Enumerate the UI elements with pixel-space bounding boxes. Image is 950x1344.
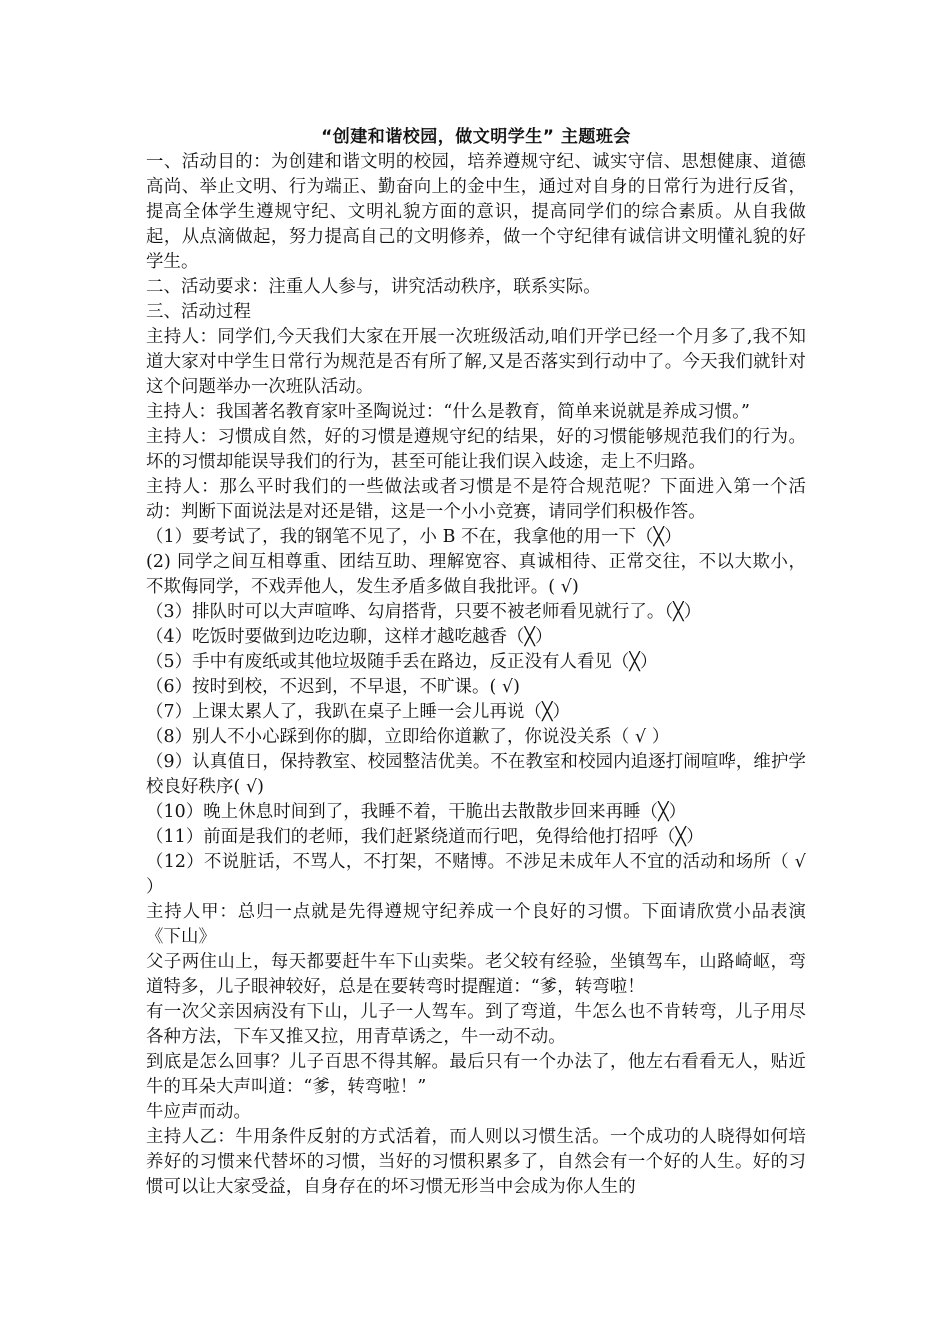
quiz-item-6: （6）按时到校，不迟到，不早退，不旷课。( √) — [146, 677, 521, 697]
paragraph-host-quote: 主持人：我国著名教育家叶圣陶说过：“什么是教育，简单来说就是养成习惯。” — [146, 402, 750, 422]
paragraph-activity-purpose: 一、活动目的：为创建和谐文明的校园，培养遵规守纪、诚实守信、思想健康、道德高尚、举止文明、行为端正、勤奋向上的金中生，通过对自身的日常行为进行反省，提高全体学生遵规守纪、文明礼貌方面的意识，提高同学们的综合素质。从自我做起，从点滴做起，努力提高自己的文明修养，做一个守纪律有诚信讲文明懂礼貌的好学生。 — [146, 152, 806, 272]
paragraph-activity-process-heading: 三、活动过程 — [146, 302, 251, 322]
document-title: “创建和谐校园，做文明学生” 主题班会 — [321, 127, 631, 147]
quiz-item-8: （8）别人不小心踩到你的脚，立即给你道歉了，你说没关系（ √ ） — [146, 727, 670, 747]
paragraph-host-a-skit: 主持人甲：总归一点就是先得遵规守纪养成一个良好的习惯。下面请欣赏小品表演《下山》 — [146, 902, 806, 947]
quiz-item-9: （9）认真值日，保持教室、校园整洁优美。不在教室和校园内追逐打闹喧哗，维护学校良好秩序( √) — [146, 752, 806, 797]
quiz-item-12: （12）不说脏话，不骂人，不打架，不赌博。不涉足未成年人不宜的活动和场所（ √ ） — [146, 852, 806, 897]
paragraph-host-b: 主持人乙：牛用条件反射的方式活着，而人则以习惯生活。一个成功的人晓得如何培养好的习惯来代替坏的习惯，当好的习惯积累多了，自然会有一个好的人生。好的习惯可以让大家受益，自身存在的坏习惯无形当中会成为你人生的 — [146, 1127, 806, 1197]
quiz-item-11: （11）前面是我们的老师，我们赶紧绕道而行吧，免得给他打招呼（╳） — [146, 827, 704, 847]
paragraph-host-intro: 主持人：同学们,今天我们大家在开展一次班级活动,咱们开学已经一个月多了,我不知道大家对中学生日常行为规范是否有所了解,又是否落实到行动中了。今天我们就针对这个问题举办一次班队活动。 — [146, 327, 806, 397]
quiz-item-7: （7）上课太累人了，我趴在桌子上睡一会儿再说（╳） — [146, 702, 571, 722]
paragraph-story-3: 到底是怎么回事？儿子百思不得其解。最后只有一个办法了，他左右看看无人，贴近牛的耳朵大声叫道：“爹，转弯啦！” — [146, 1052, 806, 1097]
document-body — [146, 150, 806, 1200]
quiz-item-1: （1）要考试了，我的钢笔不见了，小 B 不在，我拿他的用一下（╳） — [146, 527, 682, 547]
paragraph-host-quiz-intro: 主持人：那么平时我们的一些做法或者习惯是不是符合规范呢？下面进入第一个活动：判断下面说法是对还是错，这是一个小小竞赛，请同学们积极作答。 — [146, 477, 806, 522]
paragraph-story-4: 牛应声而动。 — [146, 1102, 251, 1122]
paragraph-host-habit: 主持人：习惯成自然，好的习惯是遵规守纪的结果，好的习惯能够规范我们的行为。坏的习惯却能误导我们的行为，甚至可能让我们误入歧途，走上不归路。 — [146, 427, 806, 472]
quiz-item-4: （4）吃饭时要做到边吃边聊，这样才越吃越香（╳） — [146, 627, 553, 647]
quiz-item-3: （3）排队时可以大声喧哗、勾肩搭背，只要不被老师看见就行了。（╳） — [146, 602, 702, 622]
quiz-item-2: (2) 同学之间互相尊重、团结互助、理解宽容、真诚相待、正常交往，不以大欺小，不欺侮同学，不戏弄他人，发生矛盾多做自我批评。( √) — [146, 552, 806, 597]
paragraph-story-2: 有一次父亲因病没有下山，儿子一人驾车。到了弯道，牛怎么也不肯转弯，儿子用尽各种方法，下车又推又拉，用青草诱之，牛一动不动。 — [146, 1002, 806, 1047]
paragraph-story-1: 父子两住山上，每天都要赶牛车下山卖柴。老父较有经验，坐镇驾车，山路崎岖，弯道特多，儿子眼神较好，总是在要转弯时提醒道：“爹，转弯啦！ — [146, 952, 806, 997]
quiz-item-10: （10）晚上休息时间到了，我睡不着，干脆出去散散步回来再睡（╳） — [146, 802, 687, 822]
paragraph-activity-requirements: 二、活动要求：注重人人参与，讲究活动秩序，联系实际。 — [146, 277, 601, 297]
quiz-item-5: （5）手中有废纸或其他垃圾随手丢在路边，反正没有人看见（╳） — [146, 652, 658, 672]
